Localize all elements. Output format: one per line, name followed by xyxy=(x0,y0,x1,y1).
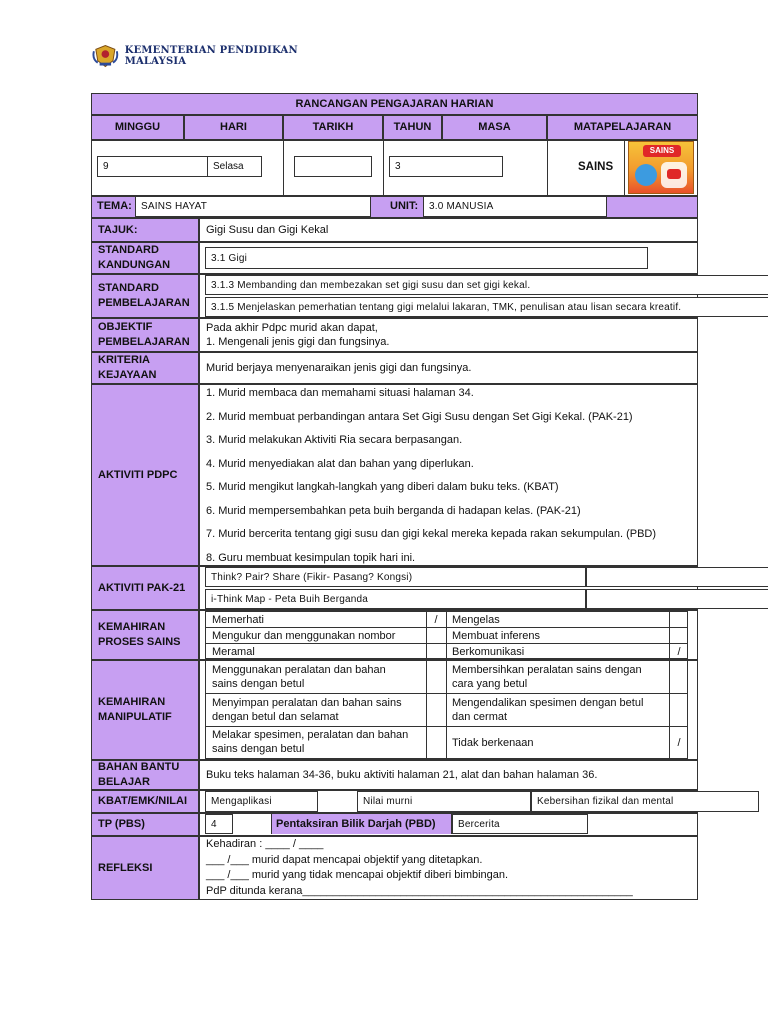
skill-berkomunikasi: Berkomunikasi xyxy=(452,646,525,658)
bahan-value: Buku teks halaman 34-36, buku aktiviti halaman 21, alat dan bahan halaman 36. xyxy=(199,760,698,790)
matapelajaran-value: SAINS xyxy=(578,160,614,173)
refleksi-kehadiran: Kehadiran : ____ / ____ xyxy=(206,838,324,850)
refleksi-line: ___ /___ murid dapat mencapai objektif yang ditetapkan. xyxy=(206,853,483,866)
checkbox-manipulatif-1a[interactable] xyxy=(426,661,446,693)
kbat-label: KBAT/EMK/NILAI xyxy=(91,790,199,813)
list-item: 3. Murid melakukan Aktiviti Ria secara berpasangan. xyxy=(206,434,463,446)
col-tarikh: TARIKH xyxy=(283,115,383,140)
list-item: 6. Murid mempersembahkan peta buih berganda di hadapan kelas. (PAK-21) xyxy=(206,504,581,517)
tp-label: TP (PBS) xyxy=(91,813,199,836)
manipulatif-label: KEMAHIRAN MANIPULATIF xyxy=(91,660,199,760)
list-item: 5. Murid mengikut langkah-langkah yang diberi dalam buku teks. (KBAT) xyxy=(206,481,559,493)
list-item: 7. Murid bercerita tentang gigi susu dan gigi kekal mereka kepada rakan sekumpulan. (PBD) xyxy=(206,528,657,540)
skill-membuat-inferens: Membuat inferens xyxy=(452,630,541,642)
pbd-label: Pentaksiran Bilik Darjah (PBD) xyxy=(271,814,452,834)
proses-sains-grid xyxy=(205,611,688,659)
checkbox-tidak-berkenaan[interactable]: / xyxy=(677,737,681,749)
hari-field[interactable]: Selasa xyxy=(207,156,262,177)
pak21-field-1[interactable]: Think? Pair? Share (Fikir- Pasang? Kongsi) xyxy=(205,567,586,587)
col-matapelajaran: MATAPELAJARAN xyxy=(547,115,698,140)
pak21-field-2-extra[interactable] xyxy=(586,589,768,609)
proses-sains-label: KEMAHIRAN PROSES SAINS xyxy=(91,610,199,660)
tajuk-label: TAJUK: xyxy=(91,218,199,242)
sains-book-cover-icon: SAINS xyxy=(628,141,694,194)
checkbox-manipulatif-3a[interactable] xyxy=(426,727,446,759)
manipulatif-item: Mengendalikan spesimen dengan betul dan cermat xyxy=(452,697,644,723)
checkbox-mengelas[interactable] xyxy=(669,612,689,627)
tema-field[interactable]: SAINS HAYAT xyxy=(135,196,371,217)
checkbox-meramal[interactable] xyxy=(426,644,446,659)
skill-memerhati: Memerhati xyxy=(212,614,264,626)
pak21-field-2[interactable]: i-Think Map - Peta Buih Berganda xyxy=(205,589,586,609)
refleksi-line: PdP ditunda kerana______________________________________________________ xyxy=(206,884,633,897)
objektif-item: 1. Mengenali jenis gigi dan fungsinya. xyxy=(206,336,390,348)
ministry-header xyxy=(92,42,352,70)
pak21-label: AKTIVITI PAK-21 xyxy=(91,566,199,610)
list-item: 2. Murid membuat perbandingan antara Set Gigi Susu dengan Set Gigi Kekal. (PAK-21) xyxy=(206,410,633,423)
standard-kandungan-label: STANDARD KANDUNGAN xyxy=(91,242,199,274)
refleksi-label: REFLEKSI xyxy=(91,836,199,900)
page-title: RANCANGAN PENGAJARAN HARIAN xyxy=(91,93,698,115)
checkbox-mengukur[interactable] xyxy=(426,628,446,643)
skill-mengelas: Mengelas xyxy=(452,614,500,626)
tp-field[interactable]: 4 xyxy=(205,814,233,834)
ministry-name: KEMENTERIAN PENDIDIKAN MALAYSIA xyxy=(124,45,298,67)
unit-field[interactable]: 3.0 MANUSIA xyxy=(423,196,607,217)
kbat-field[interactable]: Mengaplikasi xyxy=(205,791,318,812)
crest-icon xyxy=(92,43,119,69)
tarikh-field[interactable] xyxy=(294,156,372,177)
emk-field[interactable]: Kebersihan fizikal dan mental xyxy=(531,791,759,812)
col-hari: HARI xyxy=(184,115,283,140)
objektif-label: OBJEKTIF PEMBELAJARAN xyxy=(91,318,199,352)
checkbox-manipulatif-2b[interactable] xyxy=(669,694,689,726)
col-minggu: MINGGU xyxy=(91,115,184,140)
objektif-cell xyxy=(199,318,698,352)
standard-pembelajaran-field-1[interactable]: 3.1.3 Membanding dan membezakan set gigi susu dan set gigi kekal. xyxy=(205,275,768,295)
checkbox-memerhati[interactable]: / xyxy=(434,613,438,626)
pak21-field-1-extra[interactable] xyxy=(586,567,768,587)
bahan-label: BAHAN BANTU BELAJAR xyxy=(91,760,199,790)
aktiviti-list xyxy=(199,384,698,566)
tajuk-value: Gigi Susu dan Gigi Kekal xyxy=(199,218,698,242)
kriteria-label: KRITERIA KEJAYAAN xyxy=(91,352,199,384)
aktiviti-label: AKTIVITI PDPC xyxy=(91,384,199,566)
skill-meramal: Meramal xyxy=(212,646,255,658)
manipulatif-item: Menggunakan peralatan dan bahan sains dengan betul xyxy=(212,664,386,690)
manipulatif-grid xyxy=(205,660,688,759)
manipulatif-item: Tidak berkenaan xyxy=(452,737,534,749)
list-item: 1. Murid membaca dan memahami situasi halaman 34. xyxy=(206,387,474,399)
list-item: 8. Guru membuat kesimpulan topik hari ini. xyxy=(206,551,416,564)
nilai-field[interactable]: Nilai murni xyxy=(357,791,531,812)
checkbox-berkomunikasi[interactable]: / xyxy=(677,645,681,658)
tahun-field[interactable]: 3 xyxy=(389,156,503,177)
pbd-field[interactable]: Bercerita xyxy=(452,814,588,834)
manipulatif-item: Membersihkan peralatan sains dengan cara yang betul xyxy=(452,664,642,690)
skill-mengukur: Mengukur dan menggunakan nombor xyxy=(212,630,396,642)
checkbox-manipulatif-2a[interactable] xyxy=(426,694,446,726)
minggu-field[interactable]: 9 xyxy=(97,156,208,177)
standard-pembelajaran-field-2[interactable]: 3.1.5 Menjelaskan pemerhatian tentang gigi melalui lakaran, TMK, penulisan atau lisan secara kreatif. xyxy=(205,297,768,317)
standard-pembelajaran-label: STANDARD PEMBELAJARAN xyxy=(91,274,199,318)
standard-kandungan-field[interactable]: 3.1 Gigi xyxy=(205,247,648,269)
manipulatif-item: Menyimpan peralatan dan bahan sains dengan betul dan selamat xyxy=(212,697,402,723)
col-tahun: TAHUN xyxy=(383,115,442,140)
kriteria-value: Murid berjaya menyenaraikan jenis gigi dan fungsinya. xyxy=(199,352,698,384)
refleksi-cell xyxy=(199,836,698,900)
objektif-intro: Pada akhir Pdpc murid akan dapat, xyxy=(206,322,378,334)
refleksi-line: ___ /___ murid yang tidak mencapai objektif diberi bimbingan. xyxy=(206,869,509,881)
unit-label: UNIT: xyxy=(390,200,419,212)
col-masa: MASA xyxy=(442,115,547,140)
list-item: 4. Murid menyediakan alat dan bahan yang diperlukan. xyxy=(206,457,474,470)
manipulatif-item: Melakar spesimen, peralatan dan bahan sains dengan betul xyxy=(212,729,409,755)
tema-label: TEMA: xyxy=(97,200,132,212)
checkbox-manipulatif-1b[interactable] xyxy=(669,661,689,693)
checkbox-membuat-inferens[interactable] xyxy=(669,628,689,643)
